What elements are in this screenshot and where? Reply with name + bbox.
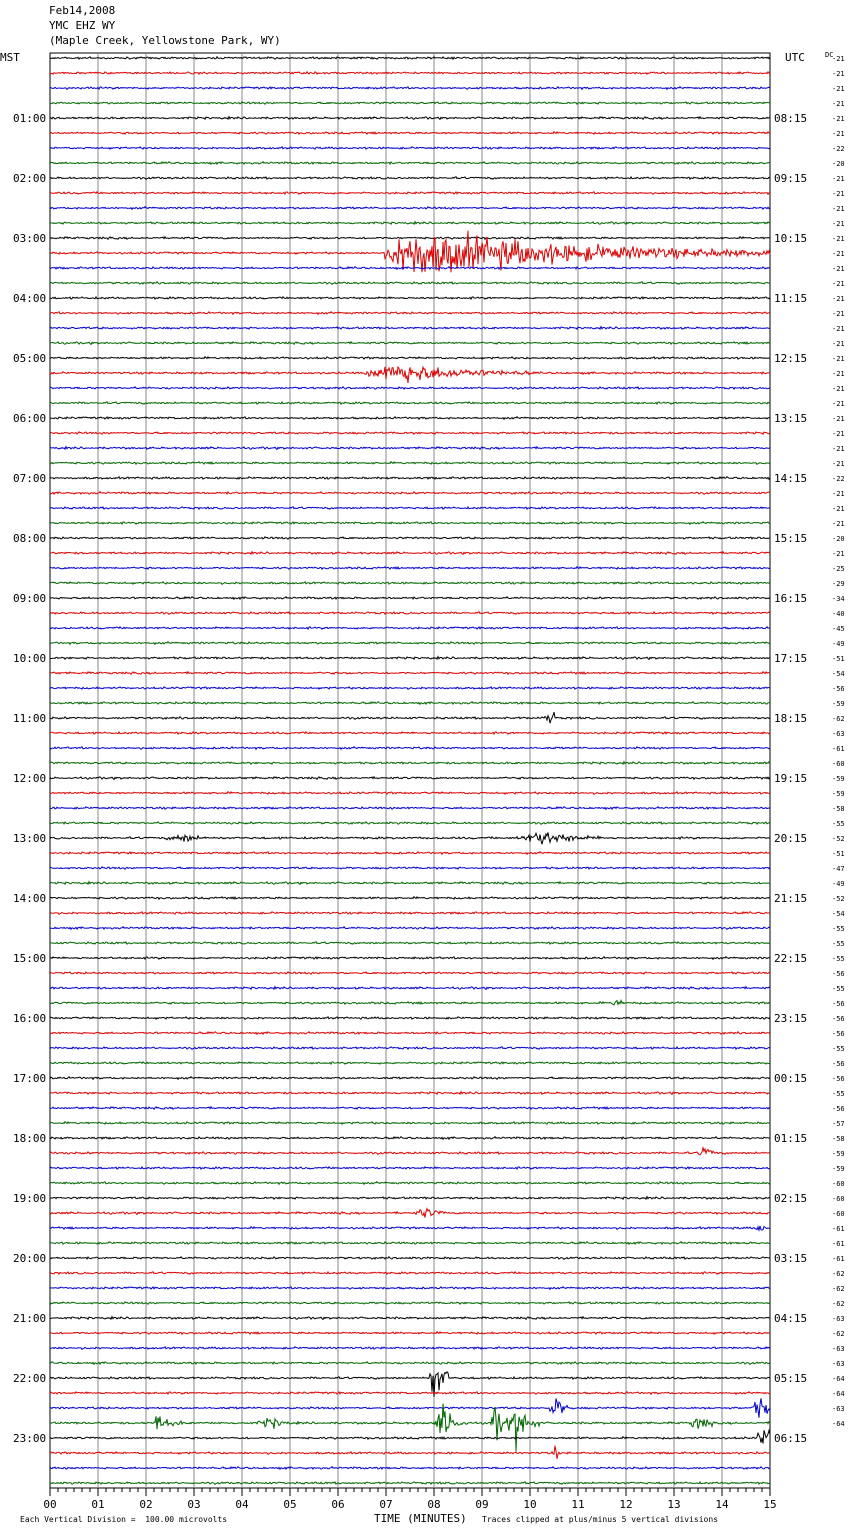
left-hour-label: 13:00	[13, 832, 47, 845]
dc-offset-label: -21	[832, 415, 845, 423]
left-hour-label: 23:00	[13, 1432, 47, 1445]
dc-offset-label: -21	[832, 235, 845, 243]
dc-offset-label: -45	[832, 625, 845, 633]
x-tick-label: 07	[379, 1498, 393, 1511]
dc-offset-label: -21	[832, 400, 845, 408]
dc-offset-label: -58	[832, 805, 845, 813]
dc-offset-label: -55	[832, 940, 845, 948]
trace-row	[50, 712, 770, 723]
dc-offset-label: -62	[832, 1285, 845, 1293]
trace-row	[50, 1197, 770, 1200]
trace-row	[50, 1148, 770, 1155]
trace-row	[50, 867, 770, 870]
x-tick-label: 09	[475, 1498, 489, 1511]
dc-offset-label: -61	[832, 1255, 845, 1263]
trace-row	[50, 447, 770, 450]
trace-row	[50, 822, 770, 825]
trace-row	[50, 1137, 770, 1140]
dc-offset-label: -60	[832, 1180, 845, 1188]
trace-row	[50, 792, 770, 795]
right-hour-label: 17:15	[774, 652, 808, 665]
trace-row	[50, 1209, 770, 1218]
right-hour-label: 14:15	[774, 472, 808, 485]
dc-offset-label: -56	[832, 1105, 845, 1113]
trace-row	[50, 432, 770, 435]
left-hour-label: 14:00	[13, 892, 47, 905]
dc-offset-label: -61	[832, 1225, 845, 1233]
trace-row	[50, 657, 770, 660]
trace-layer	[50, 57, 770, 1485]
trace-row	[50, 1077, 770, 1080]
dc-offset-label: -62	[832, 715, 845, 723]
right-hour-label: 19:15	[774, 772, 808, 785]
trace-row	[50, 1047, 770, 1050]
dc-offset-label: -21	[832, 505, 845, 513]
trace-row	[50, 522, 770, 525]
trace-row	[50, 672, 770, 675]
dc-offset-label: -21	[832, 70, 845, 78]
trace-row	[50, 147, 770, 150]
left-hour-label: 18:00	[13, 1132, 47, 1145]
left-hour-label: 20:00	[13, 1252, 47, 1265]
right-hour-label: 12:15	[774, 352, 808, 365]
dc-offset-label: -59	[832, 700, 845, 708]
trace-row	[50, 72, 770, 74]
left-hour-label: 06:00	[13, 412, 47, 425]
right-hour-label: 21:15	[774, 892, 808, 905]
dc-offset-label: -22	[832, 475, 845, 483]
x-tick-label: 03	[187, 1498, 201, 1511]
trace-row	[50, 1092, 770, 1095]
dc-offset-label: -21	[832, 175, 845, 183]
dc-offset-label: -47	[832, 865, 845, 873]
trace-row	[50, 102, 770, 105]
trace-row	[50, 942, 770, 944]
dc-offset-label: -52	[832, 835, 845, 843]
trace-row	[50, 1467, 770, 1470]
left-hour-label: 10:00	[13, 652, 47, 665]
left-hour-label: 11:00	[13, 712, 47, 725]
dc-offset-label: -59	[832, 790, 845, 798]
dc-offset-label: -58	[832, 1135, 845, 1143]
right-hour-label: 09:15	[774, 172, 808, 185]
trace-row	[50, 207, 770, 210]
dc-offset-label: -21	[832, 100, 845, 108]
left-hour-label: 22:00	[13, 1372, 47, 1385]
trace-row	[50, 597, 770, 600]
dc-offset-label: -60	[832, 760, 845, 768]
trace-row	[50, 367, 770, 383]
left-hour-label: 07:00	[13, 472, 47, 485]
trace-row	[50, 132, 770, 135]
right-hour-label: 20:15	[774, 832, 808, 845]
trace-row	[50, 537, 770, 540]
dc-offset-label: -22	[832, 145, 845, 153]
trace-row	[50, 687, 770, 690]
right-hour-label: 05:15	[774, 1372, 808, 1385]
trace-row	[50, 807, 770, 810]
x-tick-label: 13	[667, 1498, 681, 1511]
trace-row	[50, 117, 770, 120]
x-tick-label: 00	[43, 1498, 57, 1511]
dc-offset-label: -51	[832, 655, 845, 663]
trace-row	[50, 1302, 770, 1305]
x-tick-label: 01	[91, 1498, 105, 1511]
x-tick-label: 05	[283, 1498, 297, 1511]
trace-row	[50, 897, 770, 900]
clip-note: Traces clipped at plus/minus 5 vertical divisions	[482, 1515, 719, 1524]
trace-row	[50, 882, 770, 885]
trace-row	[50, 477, 770, 480]
trace-row	[50, 1242, 770, 1245]
dc-offset-label: -56	[832, 1075, 845, 1083]
trace-row	[50, 1317, 770, 1320]
right-hour-label: 11:15	[774, 292, 808, 305]
dc-offset-label: -62	[832, 1330, 845, 1338]
right-hour-label: 01:15	[774, 1132, 808, 1145]
trace-row	[50, 387, 770, 390]
right-timezone-label: UTC	[785, 51, 805, 64]
x-tick-label: 10	[523, 1498, 537, 1511]
dc-offset-label: -57	[832, 1120, 845, 1128]
trace-row	[50, 237, 770, 240]
left-hour-label: 15:00	[13, 952, 47, 965]
trace-row	[50, 912, 770, 915]
x-axis-title: TIME (MINUTES)	[374, 1512, 467, 1525]
trace-row	[50, 327, 770, 330]
header-location: (Maple Creek, Yellowstone Park, WY)	[49, 34, 281, 47]
trace-row	[50, 297, 770, 299]
right-hour-label: 13:15	[774, 412, 808, 425]
dc-offset-label: -59	[832, 1165, 845, 1173]
trace-row	[50, 1430, 770, 1443]
left-timezone-label: MST	[0, 51, 20, 64]
dc-offset-label: -60	[832, 1210, 845, 1218]
trace-row	[50, 1257, 770, 1260]
dc-offset-label: -21	[832, 190, 845, 198]
left-hour-label: 04:00	[13, 292, 47, 305]
left-hour-label: 09:00	[13, 592, 47, 605]
trace-row	[50, 582, 770, 585]
dc-offset-label: -21	[832, 295, 845, 303]
trace-row	[50, 642, 770, 645]
x-tick-label: 15	[763, 1498, 777, 1511]
trace-row	[50, 177, 770, 180]
dc-offset-label: -21	[832, 550, 845, 558]
dc-offset-label: -21	[832, 220, 845, 228]
x-tick-label: 11	[571, 1498, 585, 1511]
dc-offset-label: -52	[832, 895, 845, 903]
trace-row	[50, 627, 770, 629]
dc-offset-label: -40	[832, 610, 845, 618]
left-hour-label: 16:00	[13, 1012, 47, 1025]
right-hour-label: 18:15	[774, 712, 808, 725]
dc-offset-label: -60	[832, 1195, 845, 1203]
trace-row	[50, 1032, 770, 1035]
dc-offset-label: -64	[832, 1420, 845, 1428]
dc-offset-label: -20	[832, 535, 845, 543]
dc-offset-label: -62	[832, 1300, 845, 1308]
trace-row	[50, 957, 770, 960]
dc-offset-label: -21	[832, 340, 845, 348]
trace-row	[50, 552, 770, 555]
trace-row	[50, 1482, 770, 1485]
trace-row	[50, 507, 770, 509]
left-hour-label: 17:00	[13, 1072, 47, 1085]
trace-row	[50, 1392, 770, 1395]
dc-offset-label: -63	[832, 730, 845, 738]
dc-offset-label: -56	[832, 685, 845, 693]
right-hour-label: 22:15	[774, 952, 808, 965]
dc-offset-label: -49	[832, 640, 845, 648]
trace-row	[50, 1017, 770, 1020]
dc-offset-label: -55	[832, 1090, 845, 1098]
header-date: Feb14,2008	[49, 4, 116, 17]
dc-offset-label: -56	[832, 1030, 845, 1038]
right-hour-label: 16:15	[774, 592, 808, 605]
dc-offset-label: -56	[832, 970, 845, 978]
dc-offset-label: -21	[832, 265, 845, 273]
dc-offset-label: -21	[832, 55, 845, 63]
dc-offset-label: -21	[832, 250, 845, 258]
x-tick-label: 14	[715, 1498, 729, 1511]
dc-offset-label: -55	[832, 925, 845, 933]
dc-offset-label: -21	[832, 205, 845, 213]
trace-row	[50, 417, 770, 420]
dc-offset-label: -63	[832, 1345, 845, 1353]
left-hour-label: 12:00	[13, 772, 47, 785]
header-station: YMC EHZ WY	[49, 19, 116, 32]
dc-offset-label: -51	[832, 850, 845, 858]
trace-row	[50, 282, 770, 285]
dc-offset-label: -55	[832, 955, 845, 963]
trace-row	[50, 267, 770, 270]
dc-offset-label: -64	[832, 1390, 845, 1398]
trace-row	[50, 832, 770, 844]
trace-row	[50, 57, 770, 59]
trace-row	[50, 927, 770, 930]
left-hour-label: 01:00	[13, 112, 47, 125]
trace-row	[50, 702, 770, 705]
dc-offset-label: -59	[832, 775, 845, 783]
trace-row	[50, 1226, 770, 1230]
dc-offset-label: -25	[832, 565, 845, 573]
trace-row	[50, 777, 770, 780]
dc-offset-label: -56	[832, 1000, 845, 1008]
x-tick-label: 02	[139, 1498, 153, 1511]
dc-offset-label: -61	[832, 745, 845, 753]
dc-offset-label: -21	[832, 370, 845, 378]
trace-row	[50, 612, 770, 615]
dc-offset-label: -49	[832, 880, 845, 888]
trace-row	[50, 567, 770, 570]
trace-row	[50, 1404, 770, 1452]
dc-offset-label: -64	[832, 1375, 845, 1383]
dc-offset-label: -63	[832, 1405, 845, 1413]
trace-row	[50, 1000, 770, 1005]
dc-offset-label: -21	[832, 460, 845, 468]
trace-row	[50, 747, 770, 750]
x-tick-label: 08	[427, 1498, 441, 1511]
dc-offset-label: -21	[832, 85, 845, 93]
dc-offset-label: -63	[832, 1360, 845, 1368]
trace-row	[50, 987, 770, 990]
trace-row	[50, 492, 770, 495]
dc-offset-label: -34	[832, 595, 845, 603]
left-hour-label: 05:00	[13, 352, 47, 365]
right-hour-label: 23:15	[774, 1012, 808, 1025]
x-tick-label: 12	[619, 1498, 633, 1511]
trace-row	[50, 1398, 770, 1417]
dc-offset-label: -21	[832, 280, 845, 288]
dc-offset-label: -56	[832, 1060, 845, 1068]
right-hour-label: 08:15	[774, 112, 808, 125]
x-tick-label: 04	[235, 1498, 249, 1511]
dc-offset-label: -21	[832, 445, 845, 453]
trace-row	[50, 312, 770, 315]
dc-offset-label: -63	[832, 1315, 845, 1323]
trace-row	[50, 162, 770, 165]
trace-row	[50, 1332, 770, 1335]
left-hour-label: 21:00	[13, 1312, 47, 1325]
grid-layer	[50, 53, 770, 1496]
dc-offset-label: -56	[832, 1015, 845, 1023]
right-hour-label: 10:15	[774, 232, 808, 245]
dc-offset-label: -55	[832, 985, 845, 993]
right-hour-label: 06:15	[774, 1432, 808, 1445]
trace-row	[50, 1362, 770, 1365]
dc-offset-label: -29	[832, 580, 845, 588]
trace-row	[50, 732, 770, 734]
left-hour-label: 19:00	[13, 1192, 47, 1205]
x-tick-label: 06	[331, 1498, 345, 1511]
dc-offset-label: -54	[832, 670, 845, 678]
dc-offset-label: -21	[832, 430, 845, 438]
left-hour-label: 03:00	[13, 232, 47, 245]
right-hour-label: 00:15	[774, 1072, 808, 1085]
scale-note: Each Vertical Division = 100.00 microvolts	[20, 1515, 228, 1524]
trace-row	[50, 222, 770, 225]
dc-offset-label: -21	[832, 355, 845, 363]
dc-offset-label: -21	[832, 520, 845, 528]
trace-row	[50, 462, 770, 465]
trace-row	[50, 342, 770, 345]
dc-offset-label: -20	[832, 160, 845, 168]
dc-offset-label: -21	[832, 130, 845, 138]
right-hour-label: 03:15	[774, 1252, 808, 1265]
dc-offset-label: -55	[832, 1045, 845, 1053]
trace-row	[50, 972, 770, 975]
left-hour-label: 02:00	[13, 172, 47, 185]
trace-row	[50, 1122, 770, 1125]
trace-row	[50, 87, 770, 90]
right-hour-label: 02:15	[774, 1192, 808, 1205]
trace-row	[50, 852, 770, 855]
trace-row	[50, 1446, 770, 1459]
dc-offset-label: -59	[832, 1150, 845, 1158]
dc-offset-label: -54	[832, 910, 845, 918]
trace-row	[50, 1167, 770, 1169]
dc-offset-label: -62	[832, 1270, 845, 1278]
trace-row	[50, 357, 770, 360]
trace-row	[50, 1107, 770, 1110]
left-hour-label: 08:00	[13, 532, 47, 545]
trace-row	[50, 1182, 770, 1185]
trace-row	[50, 1062, 770, 1064]
dc-label: DC	[825, 51, 834, 59]
dc-offset-label: -55	[832, 820, 845, 828]
dc-offset-label: -21	[832, 385, 845, 393]
dc-offset-label: -21	[832, 325, 845, 333]
right-hour-label: 04:15	[774, 1312, 808, 1325]
dc-offset-label: -21	[832, 115, 845, 123]
trace-row	[50, 192, 770, 195]
trace-row	[50, 1287, 770, 1290]
dc-offset-label: -21	[832, 490, 845, 498]
dc-offset-label: -21	[832, 310, 845, 318]
trace-row	[50, 762, 770, 765]
trace-row	[50, 1347, 770, 1350]
trace-row	[50, 1272, 770, 1274]
dc-offset-label: -61	[832, 1240, 845, 1248]
trace-row	[50, 402, 770, 404]
right-hour-label: 15:15	[774, 532, 808, 545]
